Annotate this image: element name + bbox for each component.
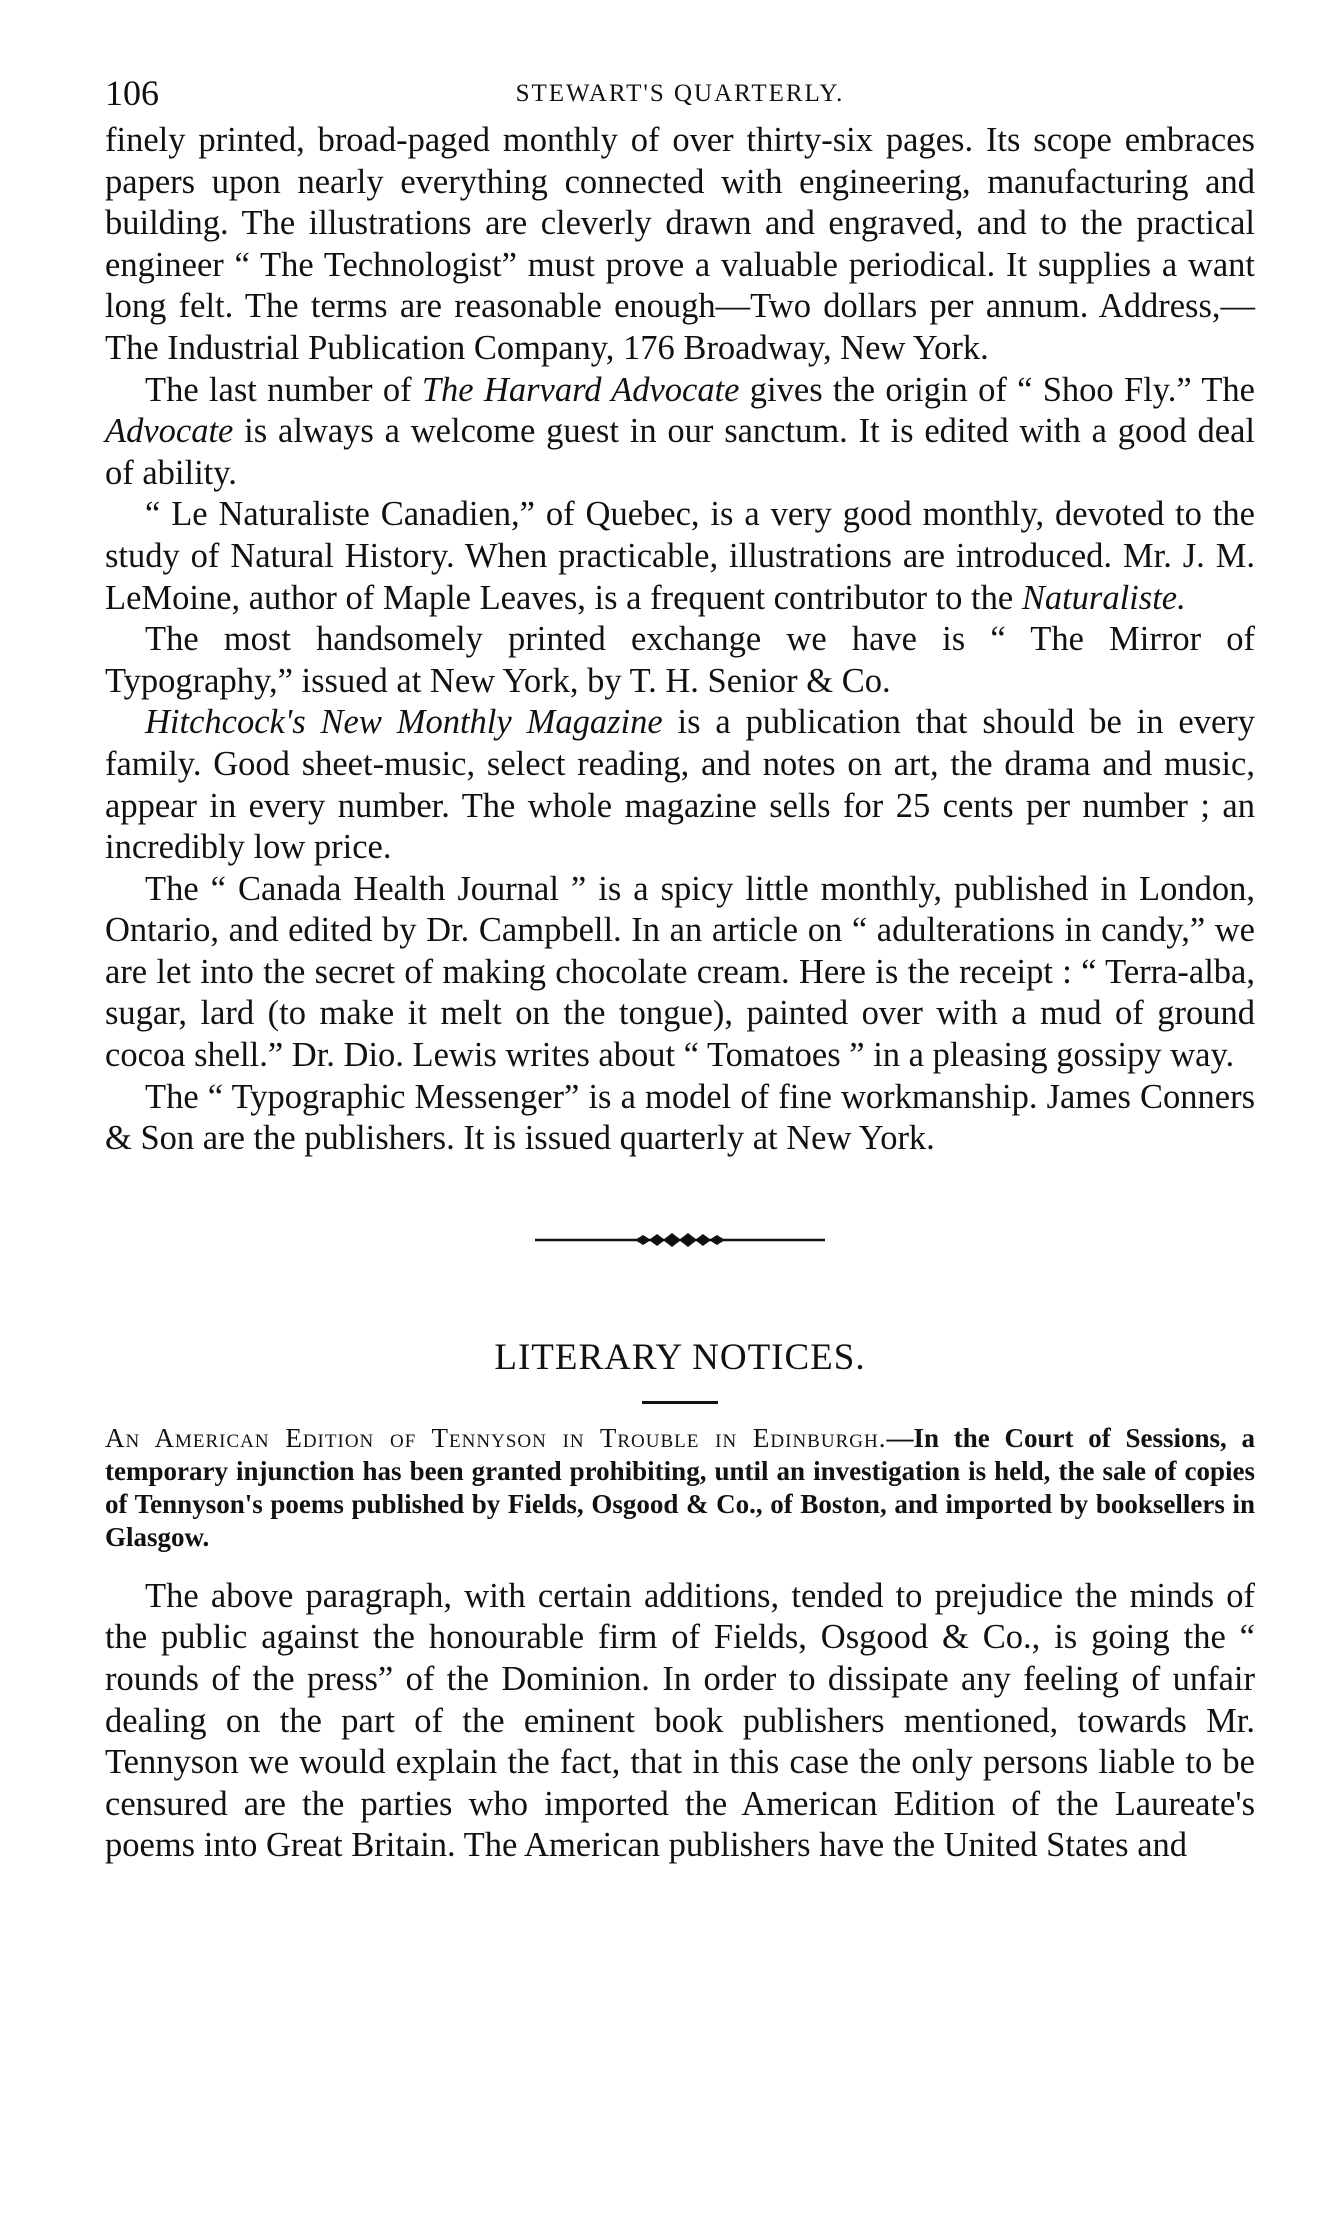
paragraph: The “ Typographic Messenger” is a model of fine workmanship. James Conners & Son are the publishers. It is issued quarterly at New York. <box>105 1077 1255 1158</box>
title-rule <box>642 1401 718 1404</box>
page <box>105 64 1255 2204</box>
paragraph: The above paragraph, with certain additions, tended to prejudice the minds of the public against the honourable firm of Fields, Osgood & Co., is going the “ rounds of the press” of the Dominion. In order to dissipate any feeling of unfair dealing on the part of the eminent book publishers mentioned, towards Mr. Tennyson we would explain the fact, that in this case the only persons liable to be censured are the parties who imported the American Edition of the Laureate's poems into Great Britain. The American publishers have the United States and <box>105 1576 1255 1865</box>
body-text <box>105 120 1255 1160</box>
literary-notice <box>105 1422 1255 1554</box>
closing-text <box>105 1576 1255 1867</box>
paragraph: finely printed, broad-paged monthly of over thirty-six pages. Its scope embraces papers upon nearly everything connected with engineering, manufacturing and building. The illustrations are cleverly drawn and engraved, and to the practical engineer “ The Technologist” must prove a valuable periodical. It supplies a want long felt. The terms are reasonable enough—Two dollars per annum. Address,—The Industrial Publication Company, 176 Broadway, New York. <box>105 121 1255 367</box>
running-head <box>105 64 1255 120</box>
notice-body: —In the Court of Sessions, a temporary injunction has been granted prohibiting, until an investigation is held, the sale of copies of Tennyson's poems published by Fields, Osgood & Co., of Boston, and imported by booksellers in Glasgow. <box>105 1422 1255 1552</box>
page-number: 106 <box>105 73 159 113</box>
paragraph: “ Le Naturaliste Canadien,” of Quebec, is a very good monthly, devoted to the study of Natural History. When practicable, illustrations are introduced. Mr. J. M. LeMoine, author of Maple Leaves, is a frequent contributor to the Naturaliste. <box>105 495 1255 617</box>
paragraph: The most handsomely printed exchange we have is “ The Mirror of Typography,” issued at New York, by T. H. Senior & Co. <box>105 620 1255 700</box>
ornament-divider <box>535 1230 825 1250</box>
section-title: LITERARY NOTICES. <box>494 1336 866 1378</box>
paragraph: Hitchcock's New Monthly Magazine is a publication that should be in every family. Good sheet-music, select reading, and notes on art, the drama and music, appear in every number. The whole magazine sells for 25 cents per number ; an incredibly low price. <box>105 703 1255 867</box>
paragraph: The “ Canada Health Journal ” is a spicy little monthly, published in London, Ontario, and edited by Dr. Campbell. In an article on “ adulterations in candy,” we are let into the secret of making chocolate cream. Here is the receipt : “ Terra-alba, sugar, lard (to make it melt on the tongue), painted over with a mud of ground cocoa shell.” Dr. Dio. Lewis writes about “ Tomatoes ” in a pleasing gossipy way. <box>105 869 1255 1075</box>
paragraph: The last number of The Harvard Advocate gives the origin of “ Shoo Fly.” The Advocate is always a welcome guest in our sanctum. It is edited with a good deal of ability. <box>105 370 1255 492</box>
running-title: STEWART'S QUARTERLY. <box>515 80 845 107</box>
notice-heading: An American Edition of Tennyson in Trouble in Edinburgh. <box>105 1422 887 1453</box>
